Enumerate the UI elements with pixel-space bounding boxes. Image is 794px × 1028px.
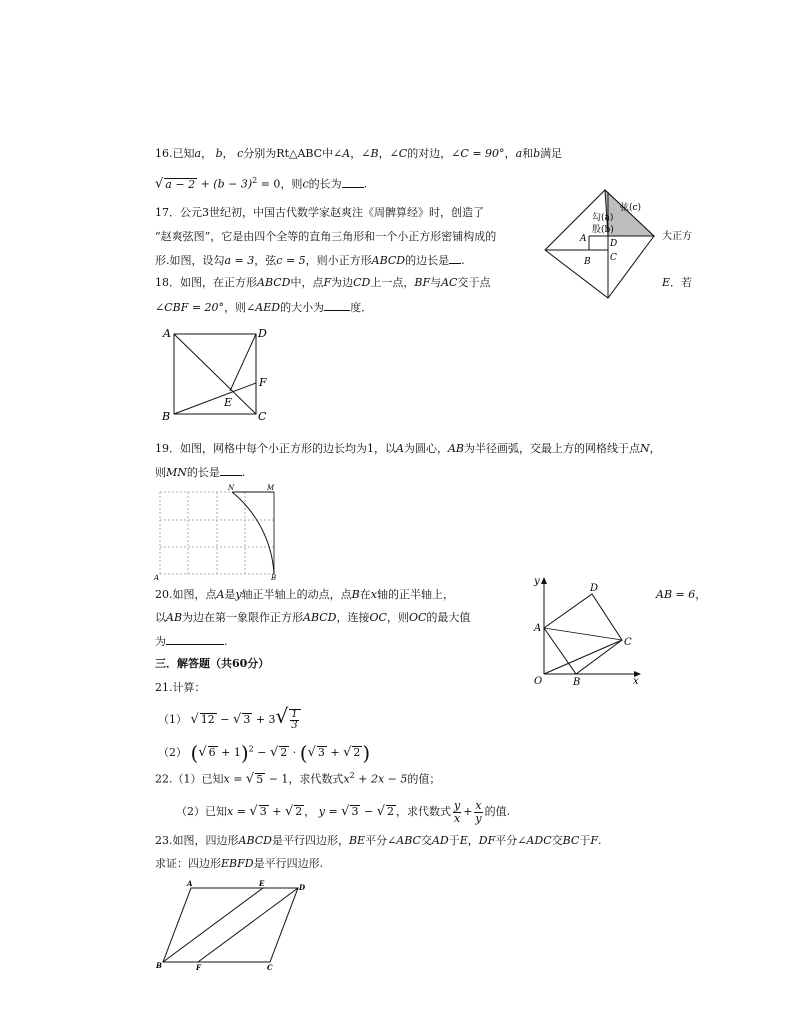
q22-text: ， <box>304 805 316 819</box>
q18-text: 与 <box>430 276 442 289</box>
q22-fraction-x-over-y <box>474 800 482 824</box>
q19-text: 为圆心， <box>403 442 448 455</box>
segment-ac <box>544 628 622 640</box>
sqrt-sign: √ <box>343 745 352 760</box>
label-a: A <box>580 234 587 244</box>
q19-text: 为半径画弧，交最上方的网格线于点 <box>463 442 640 455</box>
q17-abcd: ABCD <box>371 254 406 267</box>
label-a: A <box>534 623 542 634</box>
figure-19-grid <box>154 484 284 580</box>
label-x: x <box>633 676 639 687</box>
label-d: D <box>258 327 267 340</box>
q23-text: 求证：四边形 <box>155 857 221 870</box>
q21-radicand: 12 <box>200 713 215 726</box>
q19-mn: MN <box>166 466 187 479</box>
label-o: O <box>534 676 543 687</box>
q16-text: 中 <box>322 147 334 160</box>
y-axis-arrow <box>541 577 547 584</box>
q17-line2: “赵爽弦图”，它是由四个全等的直角三角形和一个小正方形密铺构成的 <box>155 230 497 243</box>
fraction-denominator: x <box>453 811 461 825</box>
label-f: F <box>259 376 267 389</box>
paren: ( <box>299 741 308 765</box>
q18-text: 为边 <box>331 276 354 289</box>
q16-var-c: c <box>237 147 244 160</box>
arc-nb <box>232 492 274 574</box>
q20-text: 20.如图，点 <box>155 588 217 601</box>
label-c: C <box>624 637 632 648</box>
q22-radicand: 2 <box>295 805 303 819</box>
q21-part2-label: （2） <box>158 746 187 759</box>
q20-line1-tail <box>656 588 706 601</box>
label-c: C <box>610 253 617 263</box>
q23-text: 于 <box>448 834 460 847</box>
q16-text: . <box>363 177 368 191</box>
q23-ebfd: EBFD <box>221 857 254 870</box>
label-b: B <box>271 574 277 580</box>
q23-text: 交 <box>420 834 432 847</box>
q23-text: . <box>597 834 602 847</box>
q16-var-a: a <box>194 147 202 160</box>
sqrt-sign: √ <box>376 804 385 820</box>
q22-fraction-y-over-x <box>453 800 461 824</box>
label-c: C <box>267 963 273 972</box>
q22-radicand: 5 <box>256 772 264 786</box>
q21-operator: + 3 <box>255 713 276 726</box>
q22-text: ，求代数式 <box>395 805 451 819</box>
figure-20-coordinate-square <box>528 574 648 690</box>
sqrt-sign: √ <box>245 771 255 787</box>
q20-line3 <box>155 634 228 648</box>
q20-oc: OC <box>369 611 387 624</box>
q23-line1 <box>155 834 601 847</box>
q16-angle-c: ∠C <box>389 147 408 160</box>
q21-part1 <box>158 704 303 732</box>
q20-text: 轴正半轴上的动点，点 <box>241 588 352 601</box>
q16-radicand: a − 2 <box>165 177 196 191</box>
sqrt-sign: √ <box>233 712 242 727</box>
q17-text: ，则小正方形 <box>305 254 372 267</box>
parallelogram-abcd <box>163 888 298 962</box>
q20-text: 在 <box>359 588 371 601</box>
sqrt-sign: √ <box>249 804 258 820</box>
q16-right-angle: ∠C = 90° <box>451 147 505 160</box>
q16-text: 16.已知 <box>155 147 195 160</box>
paren: ( <box>190 741 199 765</box>
q20-line1 <box>155 588 454 601</box>
label-b: B <box>156 961 162 970</box>
q16-square-term: + (b − 3) <box>200 177 253 191</box>
q16-comma: ， <box>201 147 213 160</box>
q17-line3 <box>155 253 465 267</box>
q18-cd: CD <box>353 276 371 289</box>
label-gu: 股(b) <box>592 225 614 235</box>
q23-text: 交 <box>551 834 563 847</box>
q18-line2 <box>155 300 372 314</box>
q18-bf: BF <box>414 276 431 289</box>
section-heading: 三．解答题（共60分） <box>155 657 270 670</box>
q19-text: ， <box>649 442 661 455</box>
answer-blank <box>166 634 224 645</box>
q23-e: E <box>459 834 468 847</box>
q21-radicand: 2 <box>280 746 288 759</box>
q18-text: 交于点 <box>457 276 491 289</box>
q23-text: ， <box>467 834 479 847</box>
q22-text: （2）已知 <box>176 805 227 819</box>
q19-text: 的长是 <box>186 466 220 479</box>
q22-text: 的值. <box>484 805 511 819</box>
q20-abcd: ABCD <box>303 611 337 624</box>
q18-e: E <box>662 276 671 289</box>
q20-line2 <box>155 611 470 624</box>
q19-line2 <box>155 465 245 479</box>
q17-text: 形.如图，设勾 <box>155 254 225 267</box>
answer-blank <box>220 465 242 476</box>
label-a: A <box>163 327 171 340</box>
label-big-square: 大正方 <box>662 231 692 242</box>
q16-text: ，则 <box>280 177 303 191</box>
sqrt-sign: √ <box>275 704 289 728</box>
q17-text: 的边长是 <box>405 254 450 267</box>
q22-operator: + <box>272 805 282 819</box>
q23-abcd: ABCD <box>238 834 272 847</box>
fraction-numerator: x <box>475 799 482 812</box>
q23-text: 是平行四边形， <box>271 834 349 847</box>
q18-abcd: ABCD <box>257 276 291 289</box>
q19-text: 19．如图，网格中每个小正方形的边长均为1，以 <box>155 442 396 455</box>
q20-text: 的最大值 <box>426 611 471 624</box>
q21-exponent: 2 <box>248 744 254 754</box>
q23-text: 于 <box>579 834 591 847</box>
q22-part1 <box>155 771 440 787</box>
q23-text: 平分 <box>495 834 518 847</box>
q20-b: B <box>351 588 360 601</box>
q17-text: ，弦 <box>254 254 277 267</box>
segment-de <box>230 334 256 391</box>
label-f: F <box>196 963 201 972</box>
q23-ad: AD <box>431 834 449 847</box>
q21-term: + 1 <box>221 746 241 759</box>
q23-bc: BC <box>562 834 580 847</box>
q21-radicand: 3 <box>317 746 325 759</box>
figure-17-zhao-shuang-diagram <box>540 188 720 306</box>
q21-operator: + <box>330 746 340 759</box>
q18-angle-cbf: ∠CBF = 20° <box>155 301 225 314</box>
q16-angle-b: ∠B <box>361 147 379 160</box>
q19-text: . <box>241 466 246 479</box>
q20-ab: AB <box>166 611 183 624</box>
q18-text: ．若 <box>670 276 693 289</box>
q22-exponent: 2 <box>349 771 355 780</box>
q20-oc: OC <box>408 611 427 624</box>
q22-operator: + <box>463 805 473 819</box>
q20-text: 以 <box>155 611 166 624</box>
q18-text: 度． <box>350 301 373 314</box>
label-y: y <box>534 576 540 587</box>
q22-text: 22.（1）已知 <box>155 772 224 786</box>
q20-a: A <box>216 588 225 601</box>
q16-equals-zero: = 0 <box>260 177 281 191</box>
q20-ab-length: AB = 6 <box>656 588 696 601</box>
q16-text: 满足 <box>540 147 563 160</box>
q20-text: ， <box>695 588 707 601</box>
q18-f: F <box>323 276 332 289</box>
label-b: B <box>162 410 171 423</box>
label-e: E <box>224 396 233 409</box>
q22-radicand: 3 <box>351 805 359 819</box>
q16-text: 的对边， <box>407 147 452 160</box>
q21-radicand: 6 <box>208 746 216 759</box>
paren: ) <box>362 741 371 765</box>
q20-text: . <box>224 635 228 648</box>
q21-radicand: 2 <box>353 746 361 759</box>
q18-angle-aed: ∠AED <box>246 301 281 314</box>
q19-ab: AB <box>447 442 464 455</box>
q16-var-c: c <box>302 177 309 191</box>
q18-line1-tail <box>662 276 692 289</box>
label-c: C <box>258 410 267 423</box>
figure-18-square <box>158 324 273 424</box>
q17-text: . <box>461 254 465 267</box>
q16-text: 分别为 <box>243 147 277 160</box>
q21-part2 <box>158 741 370 765</box>
q16-triangle: Rt△ABC <box>276 147 323 160</box>
q18-text: 的大小为 <box>280 301 325 314</box>
fraction-denominator: y <box>475 811 482 825</box>
q22-x: x = <box>227 805 246 819</box>
sqrt-sign: √ <box>341 804 350 820</box>
label-gou: 勾(a) <box>592 213 614 223</box>
label-b: B <box>584 257 591 267</box>
sqrt-sign: √ <box>198 745 207 760</box>
q18-line1 <box>155 276 490 289</box>
sqrt-sign: √ <box>190 712 199 727</box>
fraction-numerator: 1 <box>291 708 298 720</box>
diagonal-ac <box>174 334 256 414</box>
label-d: D <box>610 239 618 249</box>
q20-text: 是 <box>224 588 236 601</box>
q20-x: x <box>370 588 377 601</box>
segment-bf <box>174 383 256 414</box>
q16-angle-a: ∠A <box>333 147 351 160</box>
q21-title: 21.计算： <box>155 681 206 694</box>
label-d: D <box>299 883 306 892</box>
q21-fraction <box>289 709 300 732</box>
sqrt-sign: √ <box>269 745 279 760</box>
q16-var-b: b <box>533 147 541 160</box>
q22-expr: + 2x − 5 <box>358 772 408 786</box>
q23-f: F <box>590 834 598 847</box>
q21-part1-label: （1） <box>158 713 187 726</box>
label-a: A <box>187 879 193 888</box>
q16-var-b: b <box>215 147 223 160</box>
label-a: A <box>154 574 160 580</box>
label-d: D <box>590 583 599 594</box>
paren: ) <box>240 741 249 765</box>
q23-angle-adc: ∠ADC <box>517 834 552 847</box>
q23-text: 平分 <box>365 834 388 847</box>
label-xian: 弦(c) <box>620 203 642 213</box>
q22-text: ，求代数式 <box>288 772 344 786</box>
q23-text: 是平行四边形. <box>253 857 324 870</box>
q16-exponent: 2 <box>252 176 258 185</box>
q20-text: ，连接 <box>336 611 370 624</box>
q18-ac: AC <box>441 276 458 289</box>
q18-text: ，则 <box>224 301 247 314</box>
q20-text: 为 <box>155 635 166 648</box>
q22-y: y = <box>318 805 338 819</box>
q17-eq-a: a = 3 <box>224 254 255 267</box>
q21-radicand: 3 <box>243 713 251 726</box>
answer-blank <box>324 300 350 311</box>
fraction-numerator: y <box>453 799 461 812</box>
q23-text: 23.如图，四边形 <box>155 834 239 847</box>
q19-n: N <box>639 442 650 455</box>
sqrt-sign: √ <box>155 176 164 192</box>
q19-line1 <box>155 442 661 455</box>
q18-text: 中，点 <box>290 276 324 289</box>
q22-operator: − <box>363 805 374 819</box>
q21-operator: · <box>292 746 297 759</box>
q16-line1: 16.已知a， b， c分别为Rt△ABC中∠A，∠B，∠C的对边，∠C = 90°，a和b满足 <box>155 147 563 160</box>
q22-expr: x <box>343 772 350 786</box>
label-n: N <box>228 484 235 492</box>
q22-radicand: 3 <box>259 805 267 819</box>
q22-x: x = <box>223 772 243 786</box>
q18-text: 18．如图，在正方形 <box>155 276 257 289</box>
sqrt-sign: √ <box>307 745 316 760</box>
q18-text: 上一点， <box>370 276 415 289</box>
q16-var-a: a <box>515 147 523 160</box>
q19-text: 则 <box>155 466 166 479</box>
q16-text: 的长为 <box>308 177 342 191</box>
q20-y: y <box>235 588 242 601</box>
q20-text: 为边在第一象限作正方形 <box>182 611 304 624</box>
q22-text: 的值； <box>407 772 441 786</box>
q20-text: 轴的正半轴上， <box>376 588 454 601</box>
grid-lines <box>160 492 274 574</box>
label-m: M <box>267 484 275 492</box>
fraction-denominator: 3 <box>291 720 298 731</box>
q23-df: DF <box>478 834 496 847</box>
label-b: B <box>573 677 581 688</box>
q17-eq-c: c = 5 <box>276 254 306 267</box>
q21-operator: − <box>257 746 267 759</box>
q23-line2 <box>155 857 323 870</box>
q22-part2 <box>176 800 510 824</box>
figure-23-parallelogram <box>153 878 313 974</box>
label-e: E <box>259 879 265 888</box>
q23-angle-abc: ∠ABC <box>387 834 421 847</box>
answer-blank <box>342 177 364 188</box>
q16-comma: ， <box>222 147 234 160</box>
q16-text: 和 <box>522 147 534 160</box>
sqrt-sign: √ <box>284 804 294 820</box>
q21-operator: − <box>220 713 230 726</box>
answer-blank <box>449 253 461 264</box>
q16-line2 <box>155 176 367 192</box>
q20-text: ，则 <box>386 611 409 624</box>
q22-radicand: 2 <box>386 805 394 819</box>
q22-term: − 1 <box>268 772 289 786</box>
q23-be: BE <box>348 834 366 847</box>
q17-line1: 17．公元3世纪初，中国古代数学家赵爽注《周髀算经》时，创造了 <box>155 206 484 219</box>
q19-a: A <box>396 442 404 455</box>
